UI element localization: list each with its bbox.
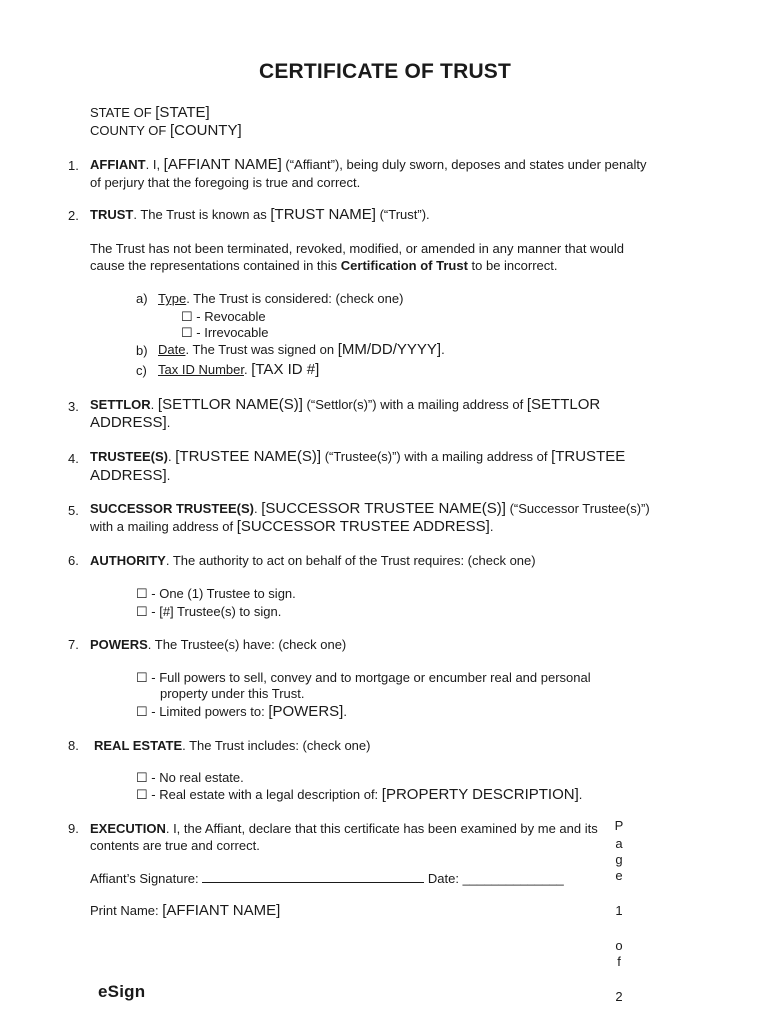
revocable-checkbox-option[interactable]: ☐ - Revocable <box>181 309 266 324</box>
section-5-line-2 <box>90 518 493 535</box>
section-6-number: 6. <box>68 553 79 568</box>
county-label: COUNTY OF <box>90 123 167 138</box>
section-3-text: . <box>150 397 158 412</box>
date-field[interactable]: ______________ <box>462 871 564 886</box>
state-line <box>90 104 210 121</box>
section-9-heading: EXECUTION <box>90 821 166 836</box>
esign-logo: eSign <box>98 982 146 1001</box>
section-5-heading: SUCCESSOR TRUSTEE(S) <box>90 501 254 516</box>
section-6-heading: AUTHORITY <box>90 553 166 568</box>
type-term: Type <box>158 291 187 306</box>
full-powers-option-line-2: property under this Trust. <box>160 686 305 701</box>
section-7-line-1 <box>90 637 346 652</box>
signature-line <box>90 870 564 886</box>
section-4-number: 4. <box>68 451 79 466</box>
section-8-heading: REAL ESTATE <box>94 738 183 753</box>
section-7-heading: POWERS <box>90 637 148 652</box>
date-placeholder: [MM/DD/YYYY] <box>337 341 442 358</box>
settlor-name-placeholder: [SETTLOR NAME(S)] <box>157 396 303 413</box>
property-description-placeholder: [PROPERTY DESCRIPTION] <box>381 786 579 803</box>
no-real-estate-checkbox-option[interactable]: ☐ - No real estate. <box>136 770 244 785</box>
page-number-letter: 1 <box>615 903 623 918</box>
item-b-line <box>158 341 445 358</box>
section-5-text-3: with a mailing address of <box>90 519 237 534</box>
signature-field[interactable] <box>202 870 424 883</box>
item-a-label: a) <box>136 291 148 306</box>
print-name-line <box>90 902 280 919</box>
print-name-placeholder: [AFFIANT NAME] <box>162 902 281 919</box>
section-2-text: . The Trust is known as <box>133 207 271 222</box>
section-4-heading: TRUSTEE(S) <box>90 449 168 464</box>
successor-trustee-name-placeholder: [SUCCESSOR TRUSTEE NAME(S)] <box>261 500 506 517</box>
section-2-text-2: (“Trust”). <box>375 207 430 222</box>
section-6-text: . The authority to act on behalf of the Trust requires: (check one) <box>165 553 536 568</box>
section-2-paragraph-line-2 <box>90 258 558 273</box>
certification-of-trust-term: Certification of Trust <box>340 258 468 273</box>
limited-powers-end: . <box>343 704 347 719</box>
print-name-label: Print Name: <box>90 903 163 918</box>
date-text: . The Trust was signed on <box>185 342 338 357</box>
section-1-heading: AFFIANT <box>90 157 146 172</box>
section-8-line-1 <box>94 738 370 753</box>
state-label: STATE OF <box>90 105 152 120</box>
section-5-text-2: (“Successor Trustee(s)”) <box>505 501 650 516</box>
type-text: . The Trust is considered: (check one) <box>186 291 404 306</box>
tax-id-term: Tax ID Number <box>158 362 244 377</box>
section-3-line-1 <box>90 396 600 413</box>
tax-id-placeholder: [TAX ID #] <box>251 361 320 378</box>
page-number-letter: e <box>615 868 623 883</box>
page-number-letter: g <box>615 852 623 867</box>
trust-name-placeholder: [TRUST NAME] <box>270 206 376 223</box>
section-1-line-2: of perjury that the foregoing is true and correct. <box>90 175 361 190</box>
real-estate-text: ☐ - Real estate with a legal description of: <box>136 787 382 802</box>
section-1-text: . I, <box>145 157 164 172</box>
successor-trustee-address-placeholder: [SUCCESSOR TRUSTEE ADDRESS] <box>236 518 490 535</box>
section-4-text: . <box>168 449 176 464</box>
page-number-letter: 2 <box>615 989 623 1004</box>
document-title: CERTIFICATE OF TRUST <box>258 60 512 83</box>
section-5-line-1 <box>90 500 650 517</box>
county-placeholder: [COUNTY] <box>169 122 242 139</box>
page-number-letter: o <box>615 938 623 953</box>
section-6-line-1 <box>90 553 536 568</box>
section-9-number: 9. <box>68 821 79 836</box>
full-powers-checkbox-option[interactable]: ☐ - Full powers to sell, convey and to mortgage or encumber real and personal <box>136 670 591 685</box>
section-1-text-2: (“Affiant”), being duly sworn, deposes and states under penalty <box>281 157 647 172</box>
section-1-number: 1. <box>68 158 79 173</box>
section-9-line-2: contents are true and correct. <box>90 838 260 853</box>
page-number-letter: f <box>617 954 621 969</box>
settlor-address-placeholder: [SETTLOR <box>526 396 601 413</box>
state-placeholder: [STATE] <box>155 104 210 121</box>
section-8-number: 8. <box>68 738 79 753</box>
multiple-trustees-checkbox-option[interactable]: ☐ - [#] Trustee(s) to sign. <box>136 604 282 619</box>
para-text-a: cause the representations contained in this <box>90 258 341 273</box>
date-label: Date: <box>424 871 463 886</box>
date-term: Date <box>158 342 186 357</box>
date-end: . <box>441 342 445 357</box>
section-1-line-1 <box>90 156 646 173</box>
section-2-paragraph-line-1: The Trust has not been terminated, revoked, modified, or amended in any manner that would <box>90 241 625 256</box>
item-b-label: b) <box>136 343 148 358</box>
para-text-c: to be incorrect. <box>467 258 558 273</box>
section-3-heading: SETTLOR <box>90 397 151 412</box>
county-line <box>90 122 242 139</box>
section-3-number: 3. <box>68 399 79 414</box>
real-estate-end: . <box>578 787 583 802</box>
powers-placeholder: [POWERS] <box>268 703 344 720</box>
item-a-line <box>158 291 403 306</box>
trustee-address-placeholder: [TRUSTEE <box>551 448 626 465</box>
section-2-line-1 <box>90 206 430 223</box>
section-9-text: . I, the Affiant, declare that this certificate has been examined by me and its <box>165 821 598 836</box>
section-4-end: . <box>166 468 171 483</box>
section-5-number: 5. <box>68 503 79 518</box>
section-4-line-1 <box>90 448 625 465</box>
section-8-text: . The Trust includes: (check one) <box>182 738 371 753</box>
section-9-line-1 <box>90 821 598 836</box>
page-number-letter: a <box>615 836 623 851</box>
section-4-text-2: (“Trustee(s)”) with a mailing address of <box>321 449 552 464</box>
section-2-number: 2. <box>68 208 79 223</box>
section-4-line-2 <box>90 467 170 484</box>
limited-powers-text: ☐ - Limited powers to: <box>136 704 269 719</box>
trustee-address-placeholder-2: ADDRESS] <box>90 467 167 484</box>
item-c-label: c) <box>136 363 147 378</box>
page-number-letter: P <box>614 818 624 833</box>
signature-label: Affiant’s Signature: <box>90 871 203 886</box>
section-2-heading: TRUST <box>90 207 134 222</box>
settlor-address-placeholder-2: ADDRESS] <box>90 414 167 431</box>
item-c-line <box>158 361 319 378</box>
section-7-text: . The Trustee(s) have: (check one) <box>147 637 347 652</box>
affiant-name-placeholder: [AFFIANT NAME] <box>163 156 282 173</box>
section-5-text: . <box>253 501 262 516</box>
real-estate-checkbox-option[interactable] <box>136 786 582 803</box>
irrevocable-checkbox-option[interactable]: ☐ - Irrevocable <box>181 325 269 340</box>
section-3-end: . <box>166 415 171 430</box>
tax-id-text: . <box>243 362 252 377</box>
section-3-text-2: (“Settlor(s)”) with a mailing address of <box>302 397 527 412</box>
trustee-name-placeholder: [TRUSTEE NAME(S)] <box>175 448 322 465</box>
limited-powers-checkbox-option[interactable] <box>136 703 347 720</box>
section-5-end: . <box>489 519 494 534</box>
section-3-line-2 <box>90 414 170 431</box>
section-7-number: 7. <box>68 637 79 652</box>
one-trustee-checkbox-option[interactable]: ☐ - One (1) Trustee to sign. <box>136 586 296 601</box>
